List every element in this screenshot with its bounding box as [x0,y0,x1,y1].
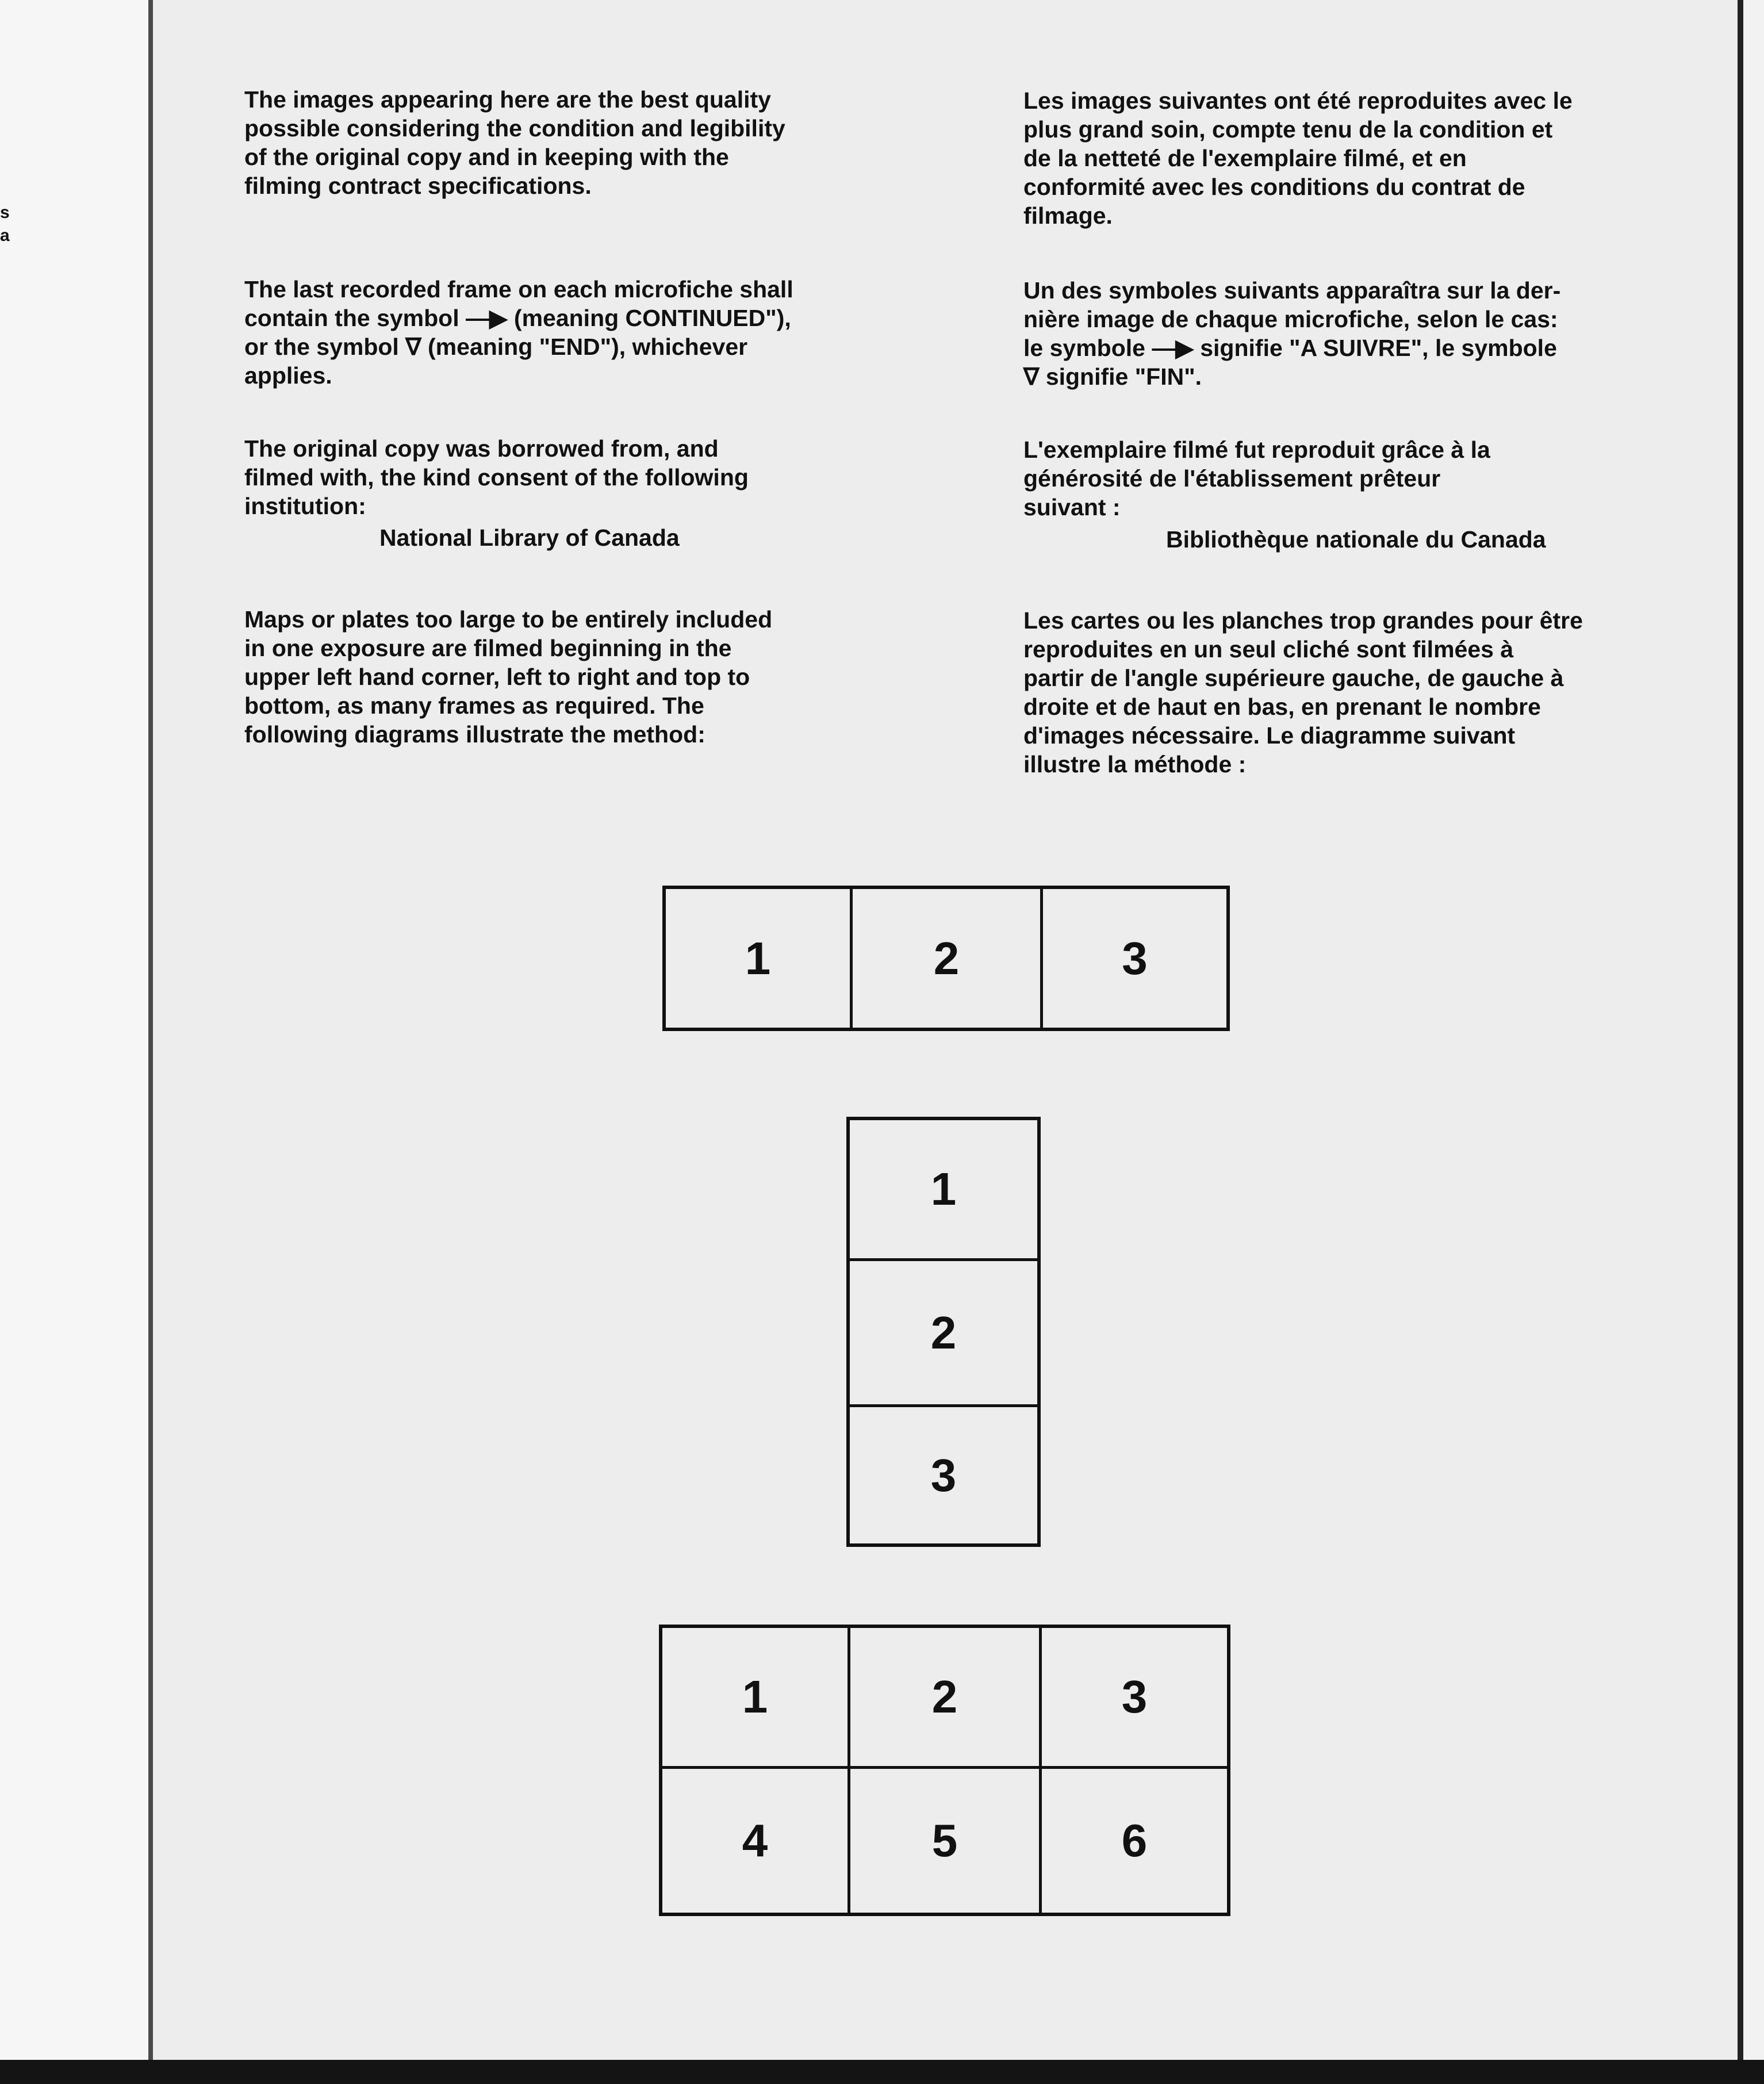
frame-number: 3 [930,1449,957,1501]
frame-number: 6 [1121,1815,1148,1866]
frame-number: 2 [930,1307,957,1358]
english-source-paragraph: The original copy was borrowed from, and filmed with, the kind consent of the following institution: [244,435,749,519]
frame-number: 4 [742,1815,768,1866]
left-edge-fragment: s [0,203,10,222]
french-institution-name: Bibliothèque nationale du Canada [1166,526,1546,553]
left-edge-fragments [0,201,10,247]
frame-number: 1 [742,1671,768,1722]
french-maps-paragraph: Les cartes ou les planches trop grandes pour être reproduites en un seul cliché sont filmées à partir de l'angle supérieure gauche, de gauche à droite et de haut en bas, en prenant le nombre d'images nécessaire. Le diagramme suivant illustre la méthode : [1023,607,1583,777]
english-quality-paragraph: The images appearing here are the best quality possible considering the condition and legibility of the original copy and in keeping with the filming contract specifications. [244,86,785,199]
right-page-edge [1738,0,1743,2084]
right-margin [1743,0,1764,2084]
frame-number: 2 [933,932,960,984]
frame-number: 3 [1121,1671,1148,1722]
left-edge-fragment: a [0,226,10,245]
vertical-frame-diagram [846,1117,1041,1547]
horizontal-frame-diagram [662,886,1230,1031]
french-quality-paragraph: Les images suivantes ont été reproduites avec le plus grand soin, compte tenu de la condition et de la netteté de l'exemplaire filmé, et en conformité avec les conditions du contrat de filmage. [1023,87,1573,229]
left-page-edge [148,0,153,2084]
frame-number: 1 [745,932,771,984]
left-margin [0,0,148,2084]
english-symbol-paragraph: The last recorded frame on each microfiche shall contain the symbol —▶ (meaning CONTINUED"), or the symbol ∇ (meaning "END"), whichever applies. [244,276,793,389]
english-maps-paragraph: Maps or plates too large to be entirely included in one exposure are filmed beginning in the upper left hand corner, left to right and top to bottom, as many frames as required. The following diagrams illustrate the method: [244,606,773,748]
english-institution-name: National Library of Canada [379,524,680,551]
grid-frame-diagram [659,1625,1230,1916]
frame-number: 2 [931,1671,958,1722]
frame-number: 3 [1122,932,1148,984]
frame-number: 5 [931,1815,958,1866]
french-source-paragraph: L'exemplaire filmé fut reproduit grâce à la générosité de l'établissement prêteur suivant : [1023,436,1490,520]
french-symbol-paragraph: Un des symboles suivants apparaîtra sur la der- nière image de chaque microfiche, selon le cas: le symbole —▶ signifie "A SUIVRE", le symbole ∇ signifie "FIN". [1023,277,1561,390]
frame-number: 1 [930,1163,957,1215]
bottom-film-band [0,2060,1764,2084]
